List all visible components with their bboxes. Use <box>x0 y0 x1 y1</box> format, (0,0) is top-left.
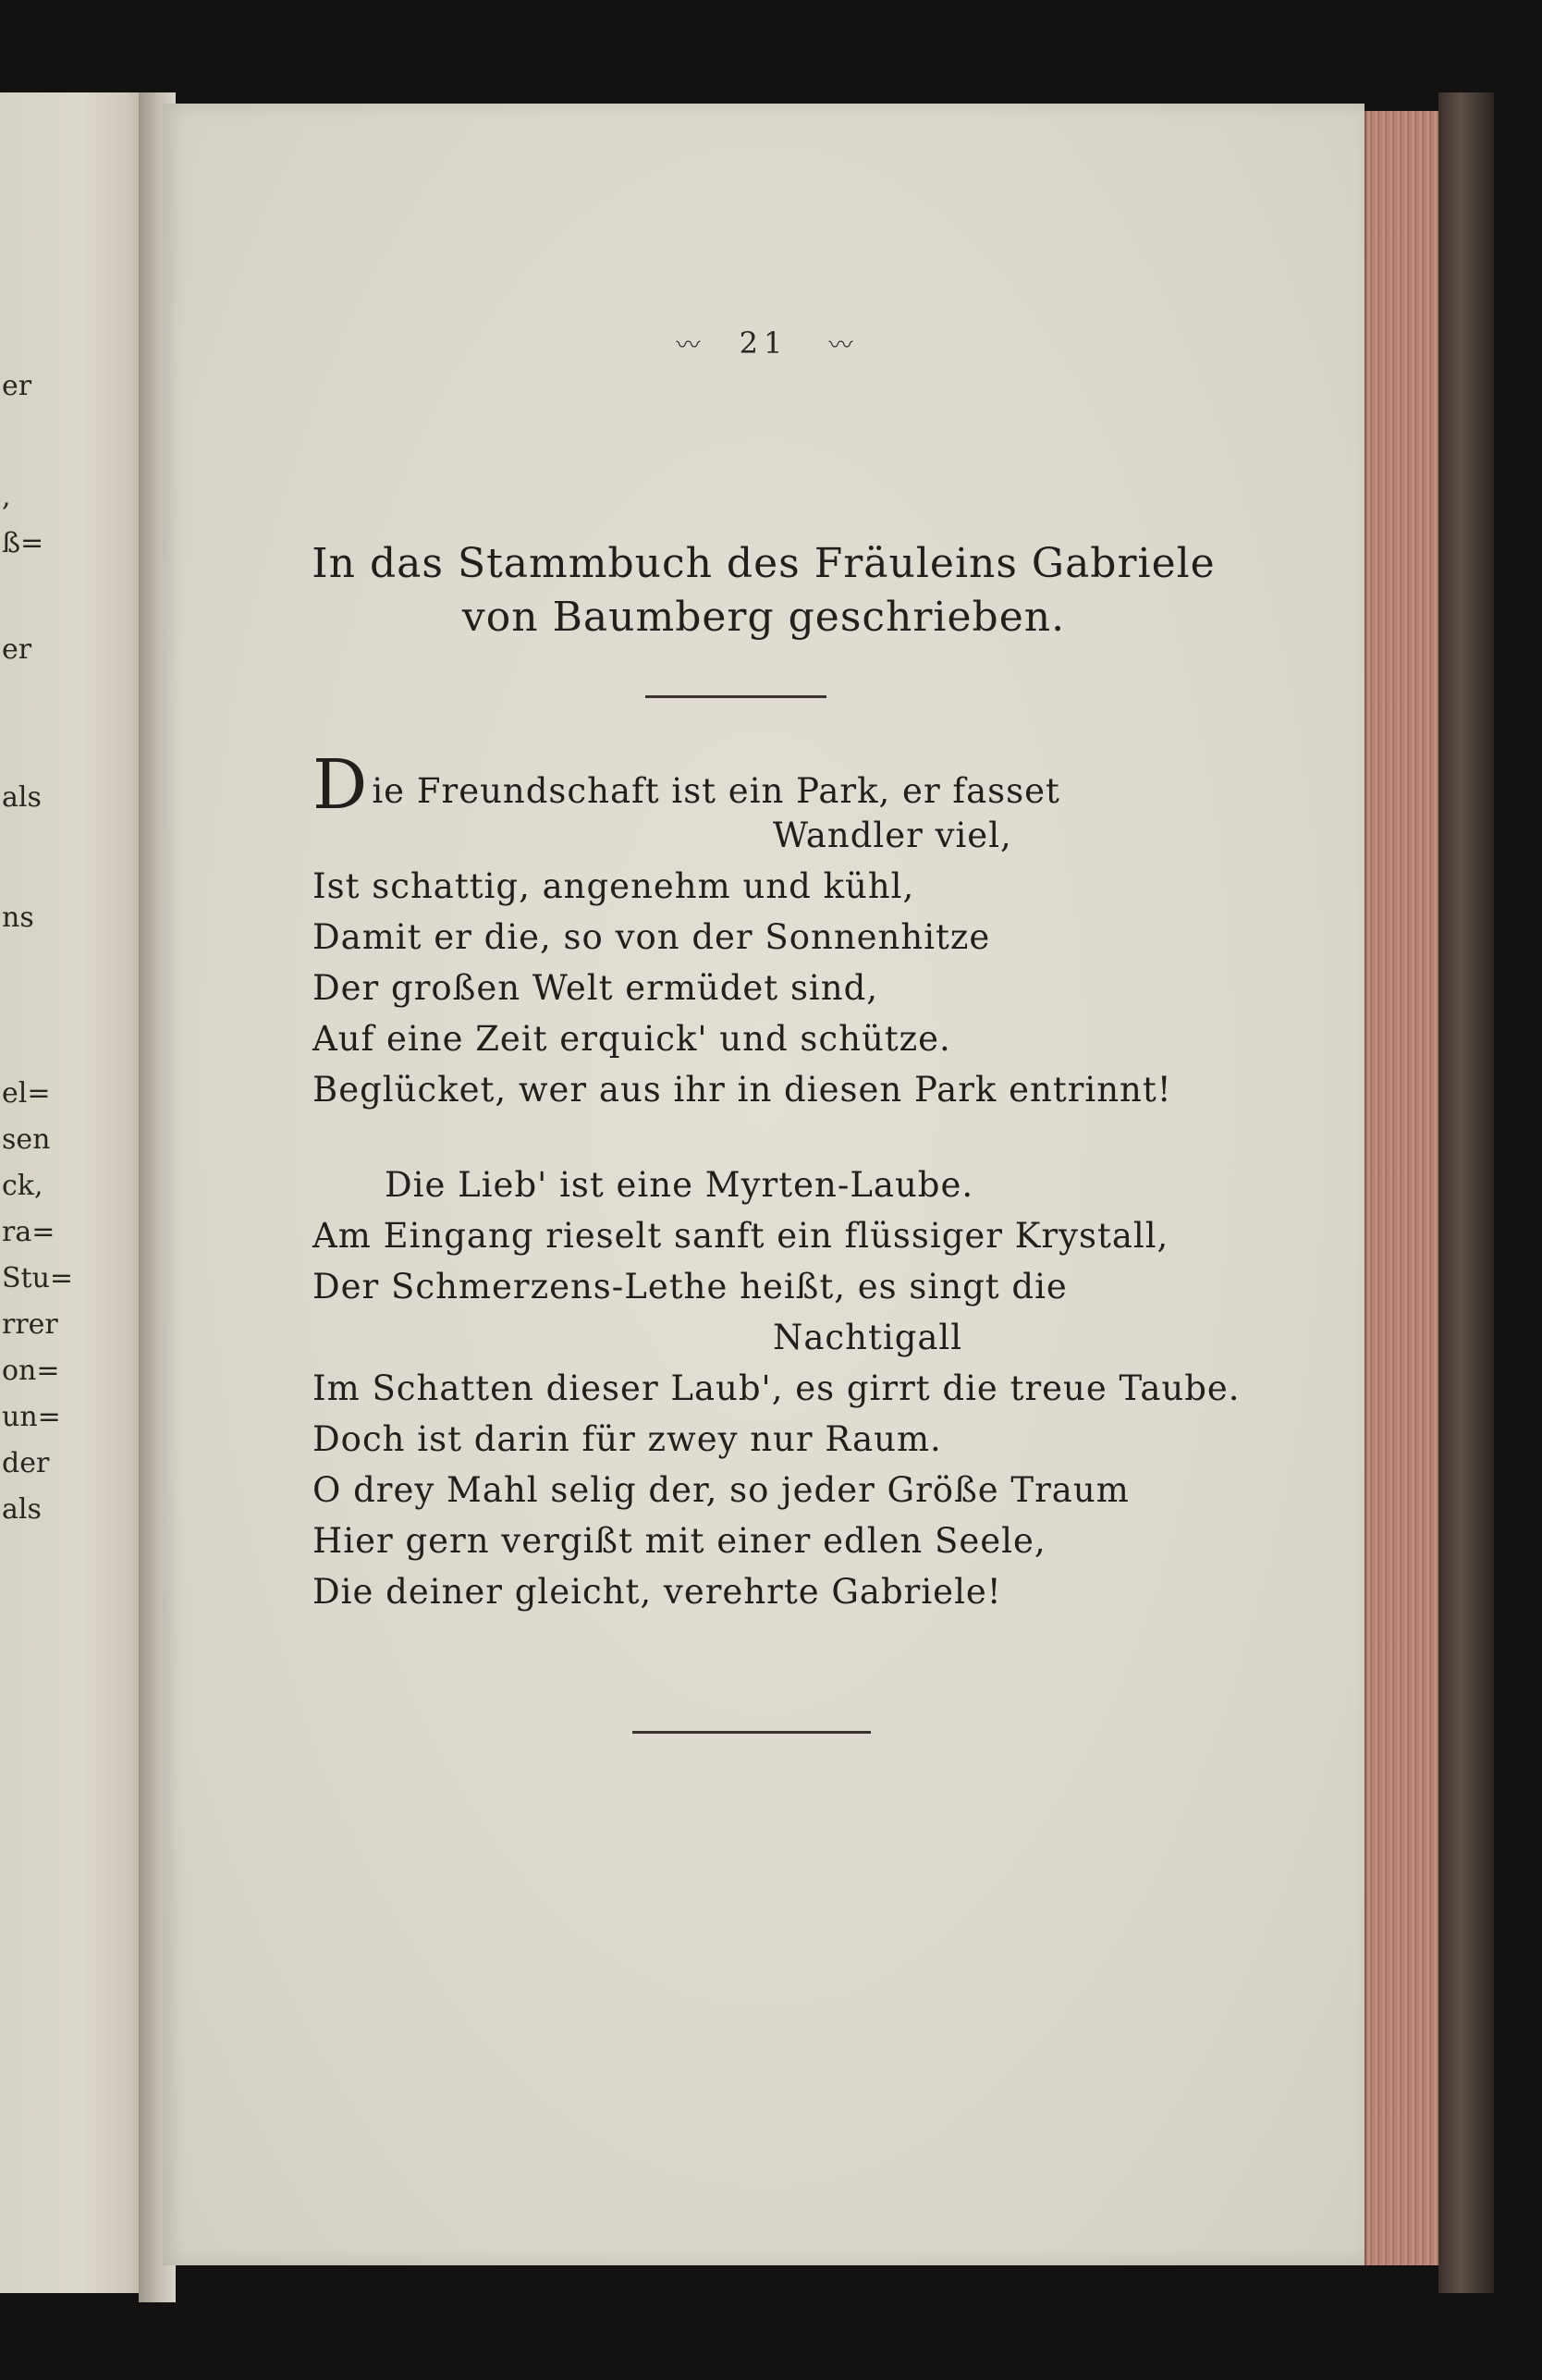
left-fragment: sen <box>2 1123 51 1156</box>
drop-cap: D <box>312 745 369 825</box>
poem-line: Beglücket, wer aus ihr in diesen Park entrinnt! <box>312 1070 1172 1110</box>
page-number <box>163 325 1365 361</box>
page-number-value: 21 <box>739 325 789 361</box>
left-fragment: ns <box>2 902 34 934</box>
poem-line: Doch ist darin für zwey nur Raum. <box>312 1419 942 1459</box>
poem-line: Im Schatten dieser Laub', es girrt die treue Taube. <box>312 1368 1241 1408</box>
left-fragment: el= <box>2 1077 51 1110</box>
left-fragment: als <box>2 1493 42 1526</box>
poem-line: O drey Mahl selig der, so jeder Größe Traum <box>312 1470 1130 1510</box>
poem-line: Der Schmerzens-Lethe heißt, es singt die <box>312 1267 1068 1307</box>
poem-line <box>312 745 1060 825</box>
left-fragment: er <box>2 370 32 402</box>
poem-line: Der großen Welt ermüdet sind, <box>312 968 879 1008</box>
left-fragment: ra= <box>2 1216 55 1248</box>
left-fragment: ck, <box>2 1170 43 1202</box>
left-fragment: er <box>2 633 32 666</box>
poem-title-line-2: von Baumberg geschrieben. <box>461 594 1066 641</box>
main-page <box>163 104 1365 2265</box>
left-fragment: ß= <box>2 527 44 559</box>
poem-title-line-1: In das Stammbuch des Fräuleins Gabriele <box>312 540 1216 587</box>
poem-line: Wandler viel, <box>773 816 1012 855</box>
left-fragment: rrer <box>2 1308 58 1341</box>
poem-line-text: ie Freundschaft ist ein Park, er fasset <box>372 771 1060 811</box>
poem-line: Am Eingang rieselt sanft ein flüssiger Krystall, <box>312 1216 1169 1256</box>
left-page-text-fragments <box>0 92 148 2293</box>
left-fragment: , <box>2 481 11 513</box>
page-edges <box>1365 111 1440 2265</box>
poem-line: Die Lieb' ist eine Myrten-Laube. <box>385 1165 974 1205</box>
title-divider <box>645 695 826 698</box>
poem-line: Nachtigall <box>773 1318 963 1357</box>
left-fragment: on= <box>2 1355 60 1387</box>
poem-line: Damit er die, so von der Sonnenhitze <box>312 917 991 957</box>
poem-line: Die deiner gleicht, verehrte Gabriele! <box>312 1572 1002 1612</box>
left-fragment: Stu= <box>2 1262 74 1294</box>
end-divider <box>632 1731 871 1734</box>
poem-line: Ist schattig, angenehm und kühl, <box>312 866 915 906</box>
left-fragment: als <box>2 781 42 814</box>
left-facing-page <box>0 92 150 2293</box>
left-fragment: un= <box>2 1401 61 1433</box>
poem-line: Hier gern vergißt mit einer edlen Seele, <box>312 1521 1046 1561</box>
poem-line: Auf eine Zeit erquick' und schütze. <box>312 1019 951 1059</box>
ornament-right-icon: 〰 <box>828 332 851 360</box>
book-cover-edge <box>1438 92 1494 2293</box>
left-fragment: der <box>2 1447 50 1479</box>
ornament-left-icon: 〰 <box>676 332 699 360</box>
